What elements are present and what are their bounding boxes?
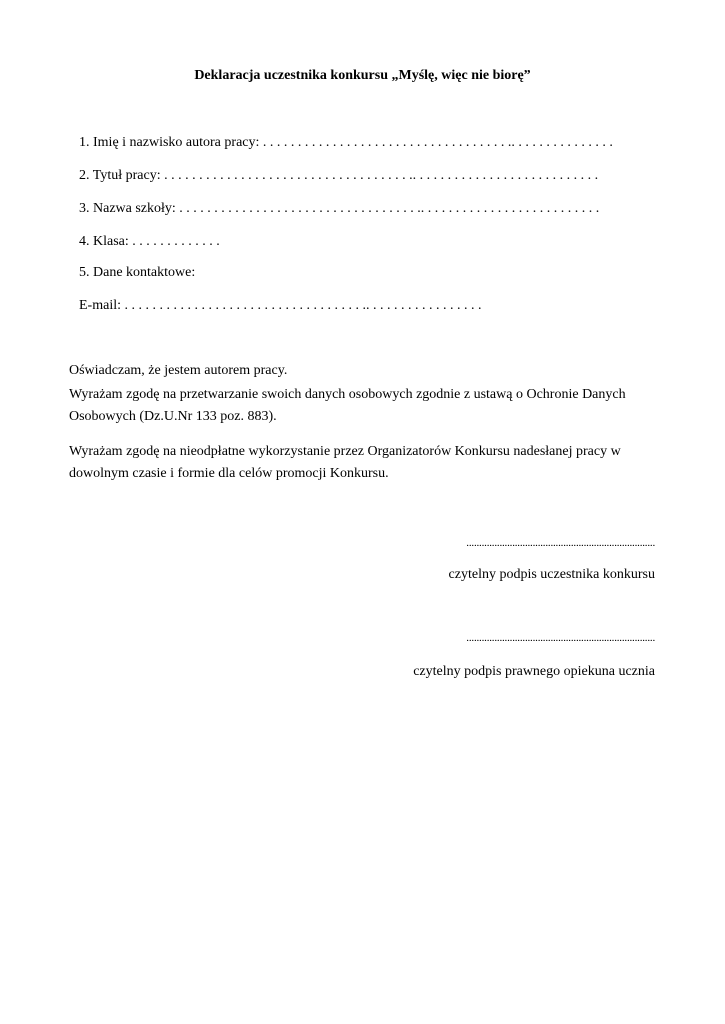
participant-signature-label: czytelny podpis uczestnika konkursu [448,567,655,582]
field-class: 4. Klasa: . . . . . . . . . . . . . [79,234,220,249]
field-author-name: 1. Imię i nazwisko autora pracy: . . . . . . . . . . . . . . . . . . . . . . . . . . . . . . . . . . . .. . . . . . . . . . . . . . . [79,135,613,150]
participant-signature-line: .......................................................................... [466,537,655,549]
field-contact-heading: 5. Dane kontaktowe: [79,265,196,280]
field-school-name: 3. Nazwa szkoły: . . . . . . . . . . . . . . . . . . . . . . . . . . . . . . . . . . .. . . . . . . . . . . . . . . . . . . . . . . . . . [79,201,600,216]
field-email: E-mail: . . . . . . . . . . . . . . . . . . . . . . . . . . . . . . . . . . .. . . . . . . . . . . . . . . . . [79,298,482,313]
guardian-signature-line: .......................................................................... [466,632,655,644]
guardian-signature-label: czytelny podpis prawnego opiekuna ucznia [413,664,655,679]
declaration-data-consent: Wyrażam zgodę na przetwarzanie swoich danych osobowych zgodnie z ustawą o Ochronie Danych Osobowych (Dz.U.Nr 133 poz. 883). [69,387,626,424]
declaration-authorship: Oświadczam, że jestem autorem pracy. [69,363,288,378]
declaration-usage-consent: Wyrażam zgodę na nieodpłatne wykorzystanie przez Organizatorów Konkursu nadesłanej pracy w dowolnym czasie i formie dla celów promocji Konkursu. [69,444,621,481]
document-title: Deklaracja uczestnika konkursu „Myślę, więc nie biorę” [194,68,531,83]
field-work-title: 2. Tytuł pracy: . . . . . . . . . . . . . . . . . . . . . . . . . . . . . . . . . . . .. . . . . . . . . . . . . . . . . . . . . . . . . . . [79,168,599,183]
